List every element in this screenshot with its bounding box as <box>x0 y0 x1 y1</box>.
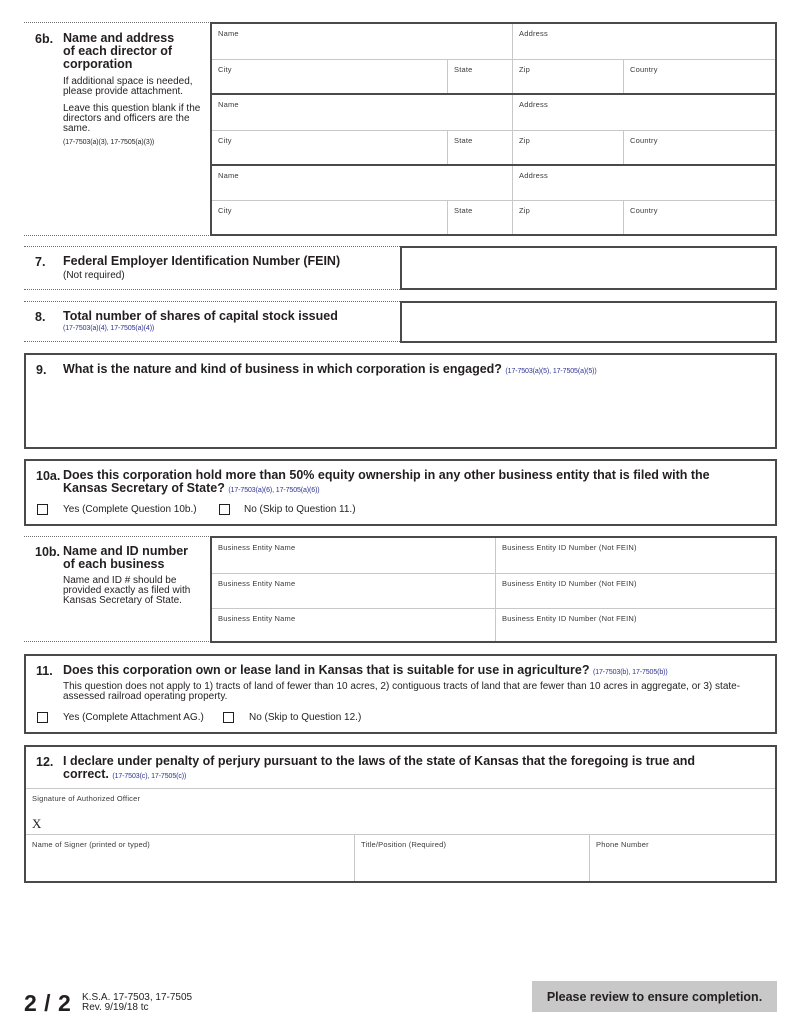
director-2-city-input[interactable] <box>212 131 447 164</box>
revision-date: Rev. 9/19/18 tc <box>82 1002 149 1013</box>
question-number-9: 9. <box>36 363 47 377</box>
no-checkbox-10a[interactable] <box>219 504 230 515</box>
director-3-city-field[interactable]: City <box>212 201 447 234</box>
entity-1-name-field[interactable]: Business Entity Name <box>212 538 495 573</box>
director-3-address-field[interactable]: Address <box>513 166 775 200</box>
director-1-name-field[interactable]: Name <box>212 24 512 59</box>
director-3-zip-field[interactable]: Zip <box>513 201 623 234</box>
signer-name-field[interactable]: Name of Signer (printed or typed) <box>26 835 354 881</box>
question-title-9: What is the nature and kind of business in which corporation is engaged? (17-7503(a)(5), 17-7505(a)(5)) <box>63 362 597 376</box>
question-number-10b: 10b. <box>35 545 61 559</box>
signature-x-mark: X <box>32 816 42 831</box>
divider-dotted <box>24 341 400 342</box>
note-leave-blank: Leave this question blank if the directors and officers are the same. <box>63 103 201 134</box>
no-label-10a: No (Skip to Question 11.) <box>244 504 356 515</box>
statute-reference: (17-7503(a)(4), 17-7505(a)(4)) <box>63 325 155 332</box>
divider-dotted <box>24 536 211 537</box>
director-2-country-field[interactable]: Country <box>624 131 775 164</box>
director-2-zip-field[interactable]: Zip <box>513 131 623 164</box>
director-2-country-input[interactable] <box>624 131 775 164</box>
director-1-zip-input[interactable] <box>513 60 623 93</box>
no-checkbox-11[interactable] <box>223 712 234 723</box>
phone-number-input[interactable] <box>590 835 775 881</box>
question-number-6b: 6b. <box>35 32 54 46</box>
entity-1-id-field[interactable]: Business Entity ID Number (Not FEIN) <box>496 538 775 573</box>
director-2-address-input[interactable] <box>513 95 775 130</box>
business-nature-textarea[interactable] <box>34 381 767 443</box>
capital-stock-shares-field[interactable] <box>400 301 777 343</box>
fein-input[interactable] <box>402 248 775 288</box>
title-position-input[interactable] <box>355 835 589 881</box>
signature-field[interactable]: Signature of Authorized Officer X <box>26 789 775 834</box>
director-2-state-input[interactable] <box>448 131 512 164</box>
signature-input[interactable] <box>26 789 775 834</box>
title-position-field[interactable]: Title/Position (Required) <box>355 835 589 881</box>
director-3-city-input[interactable] <box>212 201 447 234</box>
director-1-name-input[interactable] <box>212 24 512 59</box>
question-9-box <box>24 353 777 449</box>
question-number-10a: 10a. <box>36 469 61 483</box>
note-exact-filing: Name and ID # should be provided exactly as filed with Kansas Secretary of State. <box>63 575 191 606</box>
question-number-8: 8. <box>35 310 46 324</box>
statute-reference: (17-7503(a)(5), 17-7505(a)(5)) <box>505 368 597 375</box>
director-3-name-field[interactable]: Name <box>212 166 512 200</box>
director-3-state-input[interactable] <box>448 201 512 234</box>
entity-1-name-input[interactable] <box>212 538 495 573</box>
director-1-country-field[interactable]: Country <box>624 60 775 93</box>
divider-dotted <box>24 289 400 290</box>
question-11-box <box>24 654 777 734</box>
capital-stock-shares-input[interactable] <box>402 303 775 341</box>
director-1-country-input[interactable] <box>624 60 775 93</box>
statute-reference: (17-7503(c), 17-7505(c)) <box>112 773 187 780</box>
yes-label-10a: Yes (Complete Question 10b.) <box>63 504 197 515</box>
director-3-state-field[interactable]: State <box>448 201 512 234</box>
note-additional-space: If additional space is needed, please provide attachment. <box>63 76 193 97</box>
entity-3-name-field[interactable]: Business Entity Name <box>212 609 495 641</box>
directors-table <box>210 22 777 236</box>
divider-dotted <box>24 246 400 247</box>
statute-reference: (17-7503(a)(6), 17-7505(a)(6)) <box>228 487 320 494</box>
director-3-address-input[interactable] <box>513 166 775 200</box>
director-2-name-input[interactable] <box>212 95 512 130</box>
entity-2-id-field[interactable]: Business Entity ID Number (Not FEIN) <box>496 574 775 608</box>
no-label-11: No (Skip to Question 12.) <box>249 712 362 723</box>
entity-3-id-input[interactable] <box>496 609 775 641</box>
director-2-state-field[interactable]: State <box>448 131 512 164</box>
business-entities-table <box>210 536 777 643</box>
page-number: 2 / 2 <box>24 990 72 1016</box>
director-2-city-field[interactable]: City <box>212 131 447 164</box>
divider-dotted <box>24 301 400 302</box>
director-1-state-field[interactable]: State <box>448 60 512 93</box>
note-exclusions: This question does not apply to 1) tracts of land of fewer than 10 acres, 2) contiguous tracts of land that are fewer than 10 acres in aggregate, or 3) state-assessed railroad operating property. <box>63 681 741 702</box>
yes-checkbox-11[interactable] <box>37 712 48 723</box>
director-1-city-input[interactable] <box>212 60 447 93</box>
entity-1-id-input[interactable] <box>496 538 775 573</box>
question-12-box <box>24 745 777 883</box>
phone-number-field[interactable]: Phone Number <box>590 835 775 881</box>
question-title-7: Federal Employer Identification Number (FEIN) <box>63 254 341 268</box>
divider-dotted <box>24 235 211 236</box>
statute-reference: (17-7503(b), 17-7505(b)) <box>592 669 668 676</box>
fein-field[interactable] <box>400 246 777 290</box>
question-number-12: 12. <box>36 755 54 769</box>
director-3-name-input[interactable] <box>212 166 512 200</box>
question-10a-box <box>24 459 777 526</box>
entity-2-id-input[interactable] <box>496 574 775 608</box>
note-not-required: (Not required) <box>63 270 125 281</box>
question-title-6b: Name and address of each director of corporation <box>63 31 175 71</box>
divider-dotted <box>24 22 211 23</box>
director-1-address-field[interactable]: Address <box>513 24 775 59</box>
question-number-7: 7. <box>35 255 46 269</box>
yes-checkbox-10a[interactable] <box>37 504 48 515</box>
director-2-address-field[interactable]: Address <box>513 95 775 130</box>
review-notice-text: Please review to ensure completion. <box>546 989 763 1004</box>
question-number-11: 11. <box>36 664 53 678</box>
director-1-city-field[interactable]: City <box>212 60 447 93</box>
entity-2-name-field[interactable]: Business Entity Name <box>212 574 495 608</box>
entity-3-id-field[interactable]: Business Entity ID Number (Not FEIN) <box>496 609 775 641</box>
director-2-zip-input[interactable] <box>513 131 623 164</box>
question-title-10a: Does this corporation hold more than 50% equity ownership in any other business entity that is filed with the Kansas Secretary of State? (17-7503(a)(6), 17-7505(a)(6)) <box>63 468 710 495</box>
entity-2-name-input[interactable] <box>212 574 495 608</box>
yes-label-11: Yes (Complete Attachment AG.) <box>63 712 204 723</box>
entity-3-name-input[interactable] <box>212 609 495 641</box>
director-3-country-input[interactable] <box>624 201 775 234</box>
question-title-8: Total number of shares of capital stock issued <box>63 309 338 323</box>
director-1-zip-field[interactable]: Zip <box>513 60 623 93</box>
director-1-state-input[interactable] <box>448 60 512 93</box>
question-title-11: Does this corporation own or lease land in Kansas that is suitable for use in agriculture? (17-7503(b), 17-7505(b)) <box>63 663 668 677</box>
director-3-country-field[interactable]: Country <box>624 201 775 234</box>
review-notice-badge <box>532 981 777 1012</box>
director-3-zip-input[interactable] <box>513 201 623 234</box>
statute-citation: K.S.A. 17-7503, 17-7505 <box>82 992 193 1003</box>
question-title-12: I declare under penalty of perjury pursuant to the laws of the state of Kansas that the foregoing is true and correct. (17-7503(c), 17-7505(c)) <box>63 754 696 781</box>
question-title-10b: Name and ID number of each business <box>63 544 189 571</box>
statute-reference: (17-7503(a)(3), 17-7505(a)(3)) <box>63 139 155 146</box>
divider-dotted <box>24 641 211 642</box>
director-2-name-field[interactable]: Name <box>212 95 512 130</box>
signer-name-input[interactable] <box>26 835 354 881</box>
director-1-address-input[interactable] <box>513 24 775 59</box>
